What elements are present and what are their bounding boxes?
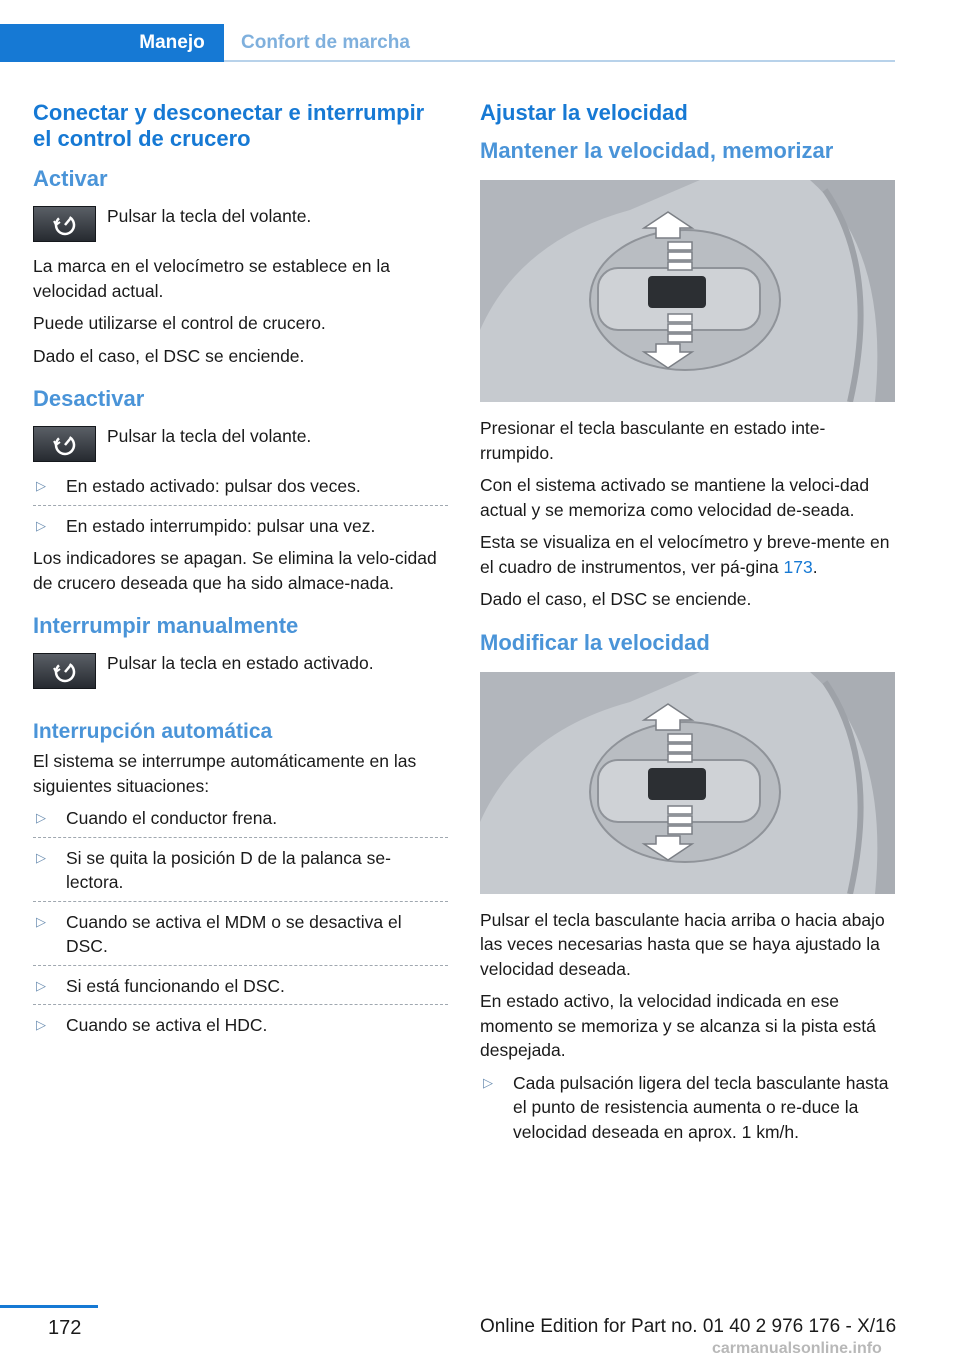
key-row-desactivar <box>33 424 448 462</box>
triangle-bullet-icon: ▷ <box>36 810 46 825</box>
paragraph-keep-4: Dado el caso, el DSC se enciende. <box>480 589 752 609</box>
list-item: ▷ En estado activado: pulsar dos veces. <box>33 474 448 499</box>
triangle-bullet-icon: ▷ <box>36 849 46 865</box>
heading-interrupcion-automatica: Interrupción automática <box>33 720 273 743</box>
key-row-manual <box>33 651 448 689</box>
footer-edition-text: Online Edition for Part no. 01 40 2 976 176 - X/16 <box>480 1316 897 1337</box>
triangle-bullet-icon: ▷ <box>36 913 46 929</box>
cruise-control-key-icon <box>33 653 96 689</box>
triangle-bullet-icon: ▷ <box>36 1017 46 1032</box>
dashed-divider <box>33 901 448 902</box>
key-instruction-desactivar: Pulsar la tecla del volante. <box>107 426 312 446</box>
header-accent-bar <box>0 24 120 62</box>
key-instruction-activar: Pulsar la tecla del volante. <box>107 206 312 226</box>
left-column <box>33 100 448 1046</box>
paragraph-modify-1: Pulsar el tecla basculante hacia arriba o hacia abajo las veces necesarias hasta que se haya ajustado la velocidad deseada. <box>480 909 885 979</box>
paragraph-activar-1: La marca en el velocímetro se establece en la velocidad actual. <box>33 256 390 301</box>
steering-wheel-rocker-image <box>480 180 895 402</box>
right-column <box>480 100 895 1152</box>
list-item: ▷ Cuando el conductor frena. <box>33 806 448 831</box>
key-instruction-manual: Pulsar la tecla en estado activado. <box>107 653 374 673</box>
paragraph-activar-2: Puede utilizarse el control de crucero. <box>33 313 326 333</box>
paragraph-keep-1: Presionar el tecla basculante en estado inte‐rrumpido. <box>480 418 826 463</box>
header-section-title[interactable]: Confort de marcha <box>241 32 410 53</box>
triangle-bullet-icon: ▷ <box>36 478 46 493</box>
dashed-divider <box>33 505 448 506</box>
list-item: ▷ Cada pulsación ligera del tecla basculante hasta el punto de resistencia aumenta o re‐duce la velocidad deseada en aprox. 1 km/h. <box>483 1072 889 1142</box>
dashed-divider <box>33 1004 448 1005</box>
page-number: 172 <box>48 1317 82 1339</box>
header-divider <box>224 60 895 62</box>
list-item: ▷ Si está funcionando el DSC. <box>33 974 448 999</box>
list-item: ▷ En estado interrumpido: pulsar una vez. <box>33 514 448 539</box>
watermark-text: carmanualsonline.info <box>712 1340 882 1357</box>
triangle-bullet-icon: ▷ <box>36 517 46 533</box>
heading-desactivar: Desactivar <box>33 386 145 411</box>
steering-wheel-rocker-image <box>480 672 895 894</box>
list-item: ▷ Cuando se activa el MDM o se desactiva el DSC. <box>36 911 402 956</box>
list-item: ▷ Si se quita la posición D de la palanca se‐lectora. <box>36 847 391 892</box>
page-link-173[interactable]: 173 <box>783 556 813 577</box>
heading-modificar-velocidad: Modificar la velocidad <box>480 629 710 655</box>
paragraph-modify-2: En estado activo, la velocidad indicada en ese momento se memoriza y se alcanza si la pista está despejada. <box>480 991 876 1060</box>
section-title-ajustar-velocidad: Ajustar la velocidad <box>480 100 688 125</box>
header-tab-manejo[interactable]: Manejo <box>120 24 224 62</box>
list-modify <box>480 1071 895 1145</box>
list-item: ▷ Cuando se activa el HDC. <box>33 1013 448 1038</box>
dashed-divider <box>33 837 448 838</box>
paragraph-activar-3: Dado el caso, el DSC se enciende. <box>33 345 305 366</box>
key-row-activar <box>33 204 448 242</box>
footer-accent-line <box>0 1305 98 1308</box>
list-auto <box>33 806 448 1038</box>
triangle-bullet-icon: ▷ <box>483 1074 493 1090</box>
list-desactivar <box>33 474 448 538</box>
dashed-divider <box>33 965 448 966</box>
heading-mantener-velocidad: Mantener la velocidad, memorizar <box>480 138 834 163</box>
cruise-control-key-icon <box>33 206 96 242</box>
heading-interrumpir-manualmente: Interrumpir manualmente <box>33 613 299 638</box>
heading-activar: Activar <box>33 166 108 191</box>
section-title-cruise-control: Conectar y desconectar e interrumpir el control de crucero <box>33 100 425 151</box>
paragraph-auto-1: El sistema se interrumpe automáticamente en las siguientes situaciones: <box>33 751 417 796</box>
triangle-bullet-icon: ▷ <box>36 977 46 993</box>
paragraph-keep-2: Con el sistema activado se mantiene la veloci‐dad actual y se memoriza como velocidad de‐seada. <box>480 475 870 520</box>
paragraph-desactivar-1: Los indicadores se apagan. Se elimina la velo‐cidad de crucero deseada que ha sido almace‐nada. <box>33 548 437 593</box>
cruise-control-key-icon <box>33 426 96 462</box>
paragraph-keep-3: Esta se visualiza en el velocímetro y breve‐mente en el cuadro de instrumentos, ver pá‐gina 173. <box>480 532 890 577</box>
